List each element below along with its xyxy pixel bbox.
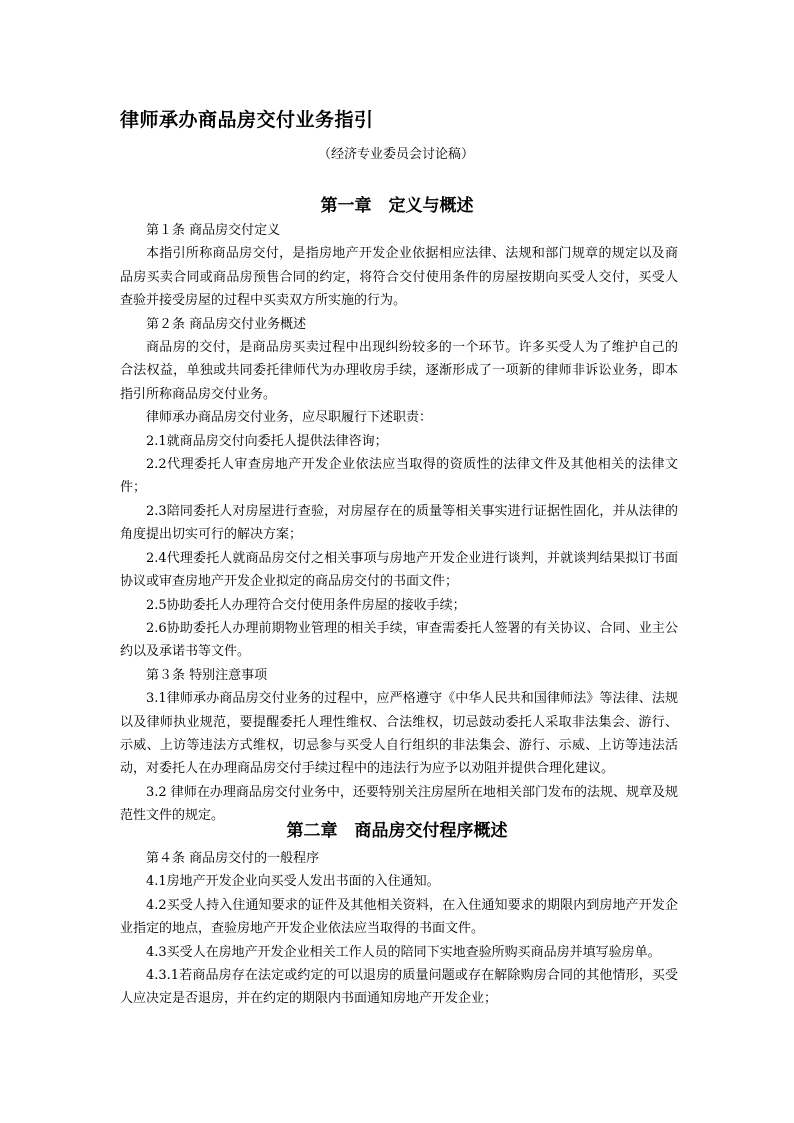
paragraph: 第２条 商品房交付业务概述 bbox=[146, 316, 307, 332]
paragraph: 4.1房地产开发企业向买受人发出书面的入住通知。 bbox=[146, 874, 440, 890]
paragraph: 第３条 特别注意事项 bbox=[146, 667, 268, 683]
paragraph: 本指引所称商品房交付，是指房地产开发企业依据相应法律、法规和部门规章的规定以及商品房买卖合同或商品房预售合同的约定，将符合交付使用条件的房屋按期向买受人交付，买受人查验并接受房屋的过程中买卖双方所实施的行为。 bbox=[120, 246, 678, 309]
chapter-1-heading bbox=[0, 191, 794, 216]
chapter-2-heading bbox=[0, 816, 794, 841]
paragraph: 第１条 商品房交付定义 bbox=[146, 223, 281, 238]
paragraph: 4.3.1若商品房存在法定或约定的可以退房的质量问题或存在解除购房合同的其他情形，买受人应决定是否退房，并在约定的期限内书面通知房地产开发企业； bbox=[120, 968, 678, 1007]
paragraph: 3.1律师承办商品房交付业务的过程中，应严格遵守《中华人民共和国律师法》等法律、法规以及律师执业规范，要提醒委托人理性维权、合法维权，切忌鼓动委托人采取非法集会、游行、示威、上访等违法方式维权，切忌参与买受人自行组织的非法集会、游行、示威、上访等违法活动，对委托人在办理商品房交付手续过程中的违法行为应予以劝阻并提供合理化建议。 bbox=[120, 691, 678, 777]
paragraph: 2.6协助委托人办理前期物业管理的相关手续，审查需委托人签署的有关协议、合同、业主公约以及承诺书等文件。 bbox=[120, 620, 678, 660]
paragraph: 2.3陪同委托人对房屋进行查验，对房屋存在的质量等相关事实进行证据性固化，并从法律的角度提出切实可行的解决方案； bbox=[120, 503, 678, 543]
paragraph: 律师承办商品房交付业务，应尽职履行下述职责： bbox=[146, 410, 433, 426]
chapter-2-body bbox=[120, 847, 678, 1011]
paragraph: 4.3买受人在房地产开发企业相关工作人员的陪同下实地查验所购买商品房并填写验房单。 bbox=[146, 944, 661, 960]
document-subtitle: （经济专业委员会讨论稿） bbox=[318, 147, 475, 162]
paragraph: 2.4代理委托人就商品房交付之相关事项与房地产开发企业进行谈判，并就谈判结果拟订书面协议或审查房地产开发企业拟定的商品房交付的书面文件； bbox=[120, 550, 678, 590]
paragraph: 2.5协助委托人办理符合交付使用条件房屋的接收手续； bbox=[146, 597, 466, 613]
chapter-1-body bbox=[120, 219, 678, 828]
paragraph: 4.2买受人持入住通知要求的证件及其他相关资料，在入住通知要求的期限内到房地产开发企业指定的地点，查验房地产开发企业依法应当取得的书面文件。 bbox=[120, 897, 678, 937]
chapter-2-heading-text: 第二章 商品房交付程序概述 bbox=[286, 821, 508, 841]
paragraph: 3.2 律师在办理商品房交付业务中，还要特别关注房屋所在地相关部门发布的法规、规章及规范性文件的规定。 bbox=[120, 784, 678, 824]
chapter-1-heading-text: 第一章 定义与概述 bbox=[320, 196, 474, 216]
paragraph: 2.1就商品房交付向委托人提供法律咨询； bbox=[146, 433, 388, 449]
paragraph: 商品房的交付，是商品房买卖过程中出现纠纷较多的一个环节。许多买受人为了维护自己的合法权益，单独或共同委托律师代为办理收房手续，逐渐形成了一项新的律师非诉讼业务，即本指引所称商品房交付业务。 bbox=[120, 340, 678, 402]
paragraph: 2.2代理委托人审查房地产开发企业依法应当取得的资质性的法律文件及其他相关的法律文件； bbox=[120, 457, 678, 496]
document-title: 律师承办商品房交付业务指引 bbox=[120, 109, 374, 131]
paragraph: 第４条 商品房交付的一般程序 bbox=[146, 851, 320, 866]
